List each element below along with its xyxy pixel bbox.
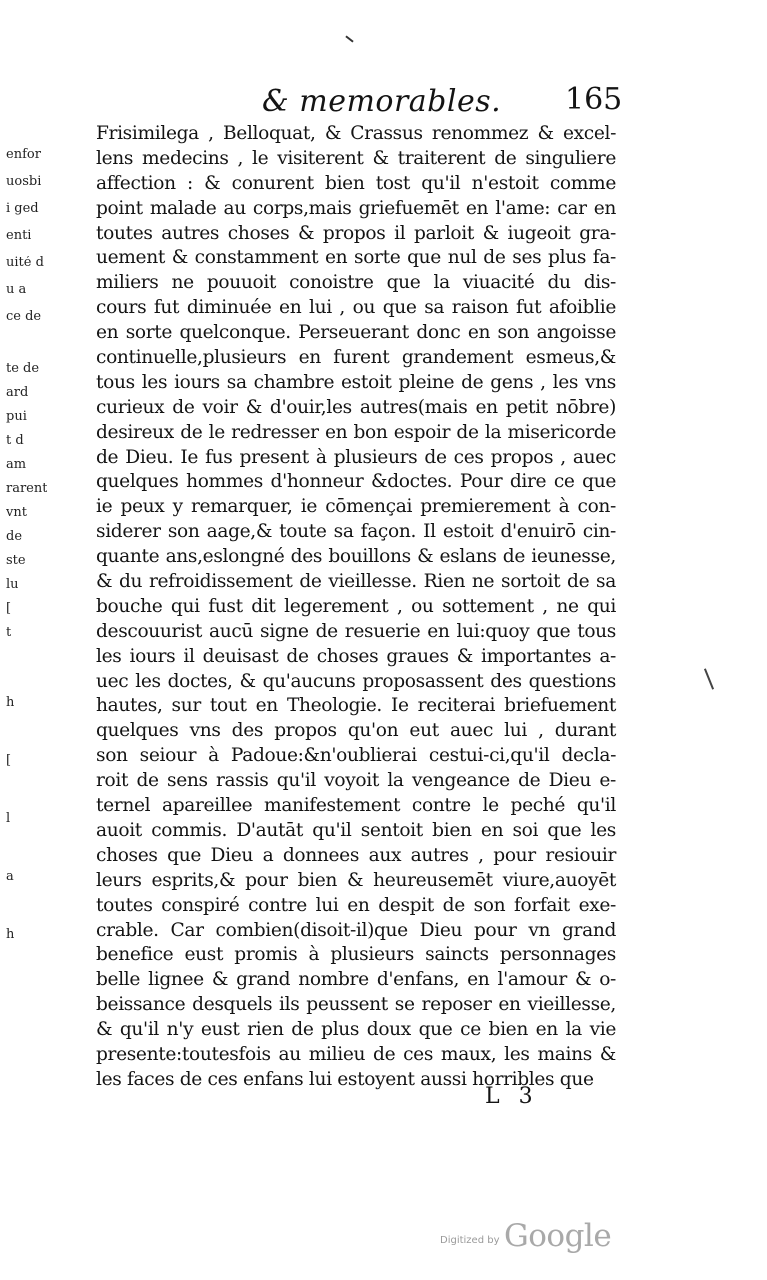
page-number: 165 [565, 82, 623, 117]
margin-fragment: rarent [6, 482, 48, 495]
text-line: miliers ne pouuoit conoistre que la viuacité du dis- [96, 272, 616, 294]
text-line: benefice eust promis à plusieurs saincts personnages [96, 944, 616, 966]
margin-fragment: enti [6, 229, 32, 242]
margin-fragment: ste [6, 554, 26, 567]
margin-fragment: ce de [6, 310, 42, 323]
running-head: & memorables. [262, 84, 502, 119]
text-line: tous les iours sa chambre estoit pleine de gens , les vns [96, 371, 616, 393]
text-line: descouurist aucū signe de resuerie en lui:quoy que tous [96, 620, 616, 642]
text-line: toutes autres choses & propos il parloit & iugeoit gra- [96, 222, 616, 244]
margin-fragment: pui [6, 410, 27, 423]
scan-speck [345, 35, 353, 42]
margin-mark [704, 668, 714, 689]
margin-fragment: de [6, 530, 23, 543]
text-line: curieux de voir & d'ouir,les autres(mais en petit nōbre) [96, 396, 616, 418]
margin-fragment: vnt [6, 506, 27, 519]
margin-fragment: [ [6, 754, 12, 767]
text-line: presente:toutesfois au milieu de ces maux, les mains & [96, 1043, 616, 1065]
margin-fragment: am [6, 458, 27, 471]
margin-fragment: uité d [6, 256, 44, 269]
digitized-by-label: Digitized by [440, 1235, 500, 1246]
text-line: les faces de ces enfans lui estoyent aussi horribles que [96, 1068, 594, 1090]
text-line: continuelle,plusieurs en furent grandement esmeus,& [96, 347, 616, 369]
text-line: quelques vns des propos qu'on eut auec lui , durant [96, 720, 616, 742]
margin-fragment: t d [6, 434, 24, 447]
margin-fragment: i ged [6, 202, 39, 215]
text-line: roit de sens rassis qu'il voyoit la vengeance de Dieu e- [96, 770, 616, 792]
text-line: crable. Car combien(disoit-il)que Dieu pour vn grand [96, 919, 616, 941]
text-line: en sorte quelconque. Perseuerant donc en son angoisse [96, 322, 616, 344]
signature-mark: L 3 [485, 1084, 539, 1109]
margin-fragment: enfor [6, 148, 41, 161]
text-line: uec les doctes, & qu'aucuns proposassent des questions [96, 670, 616, 692]
text-line: son seiour à Padoue:&n'oublierai cestui-ci,qu'il decla- [96, 745, 616, 767]
text-line: quante ans,eslongné des bouillons & eslans de ieunesse, [96, 546, 616, 568]
margin-fragment: t [6, 626, 12, 639]
margin-fragment: [ [6, 602, 12, 615]
text-line: toutes conspiré contre lui en despit de son forfait exe- [96, 894, 616, 916]
margin-fragment: lu [6, 578, 19, 591]
text-line: hautes, sur tout en Theologie. Ie reciterai briefuement [96, 695, 616, 717]
text-line: choses que Dieu a donnees aux autres , pour resiouir [96, 844, 616, 866]
margin-fragment: a [6, 870, 14, 883]
text-line: cours fut diminuée en lui , ou que sa raison fut afoiblie [96, 297, 616, 319]
text-line: siderer son aage,& toute sa façon. Il estoit d'enuirō cin- [96, 521, 616, 543]
text-line: beissance desquels ils peussent se reposer en vieillesse, [96, 994, 616, 1016]
text-line: quelques hommes d'honneur &doctes. Pour dire ce que [96, 471, 616, 493]
margin-fragment: h [6, 696, 15, 709]
text-line: les iours il deuisast de choses graues & importantes a- [96, 645, 616, 667]
text-line: ternel apareillee manifestement contre le peché qu'il [96, 795, 616, 817]
text-line: Frisimilega , Belloquat, & Crassus renommez & excel- [96, 123, 616, 144]
google-logo-text: Google [504, 1218, 612, 1254]
text-line: lens medecins , le visiterent & traiterent de singuliere [96, 147, 616, 169]
text-line: affection : & conurent bien tost qu'il n'estoit comme [96, 172, 616, 194]
page-header [0, 84, 767, 124]
text-line: uement & constamment en sorte que nul de ses plus fa- [96, 247, 616, 269]
text-line: & qu'il n'y eust rien de plus doux que ce bien en la vie [96, 1019, 616, 1041]
body-text [96, 122, 616, 1093]
margin-fragment: te de [6, 362, 40, 375]
text-line: ie peux y remarquer, ie cōmençai premierement à con- [96, 496, 616, 518]
text-line: belle lignee & grand nombre d'enfans, en l'amour & o- [96, 969, 616, 991]
text-line: de Dieu. Ie fus present à plusieurs de ces propos , auec [96, 446, 616, 468]
text-line: desireux de le redresser en bon espoir de la misericorde [96, 421, 616, 443]
text-line: bouche qui fust dit legerement , ou sottement , ne qui [96, 595, 616, 617]
text-line: point malade au corps,mais griefuemēt en l'ame: car en [96, 197, 616, 219]
margin-fragment: h [6, 928, 15, 941]
margin-fragment: l [6, 812, 11, 825]
text-line: leurs esprits,& pour bien & heureusemēt viure,auoyēt [96, 869, 616, 891]
text-line: & du refroidissement de vieillesse. Rien ne sortoit de sa [96, 571, 616, 593]
margin-fragment: u a [6, 283, 27, 296]
text-line: auoit commis. D'autāt qu'il sentoit bien en soi que les [96, 819, 616, 841]
margin-fragment: ard [6, 386, 29, 399]
margin-fragment: uosbi [6, 175, 42, 188]
